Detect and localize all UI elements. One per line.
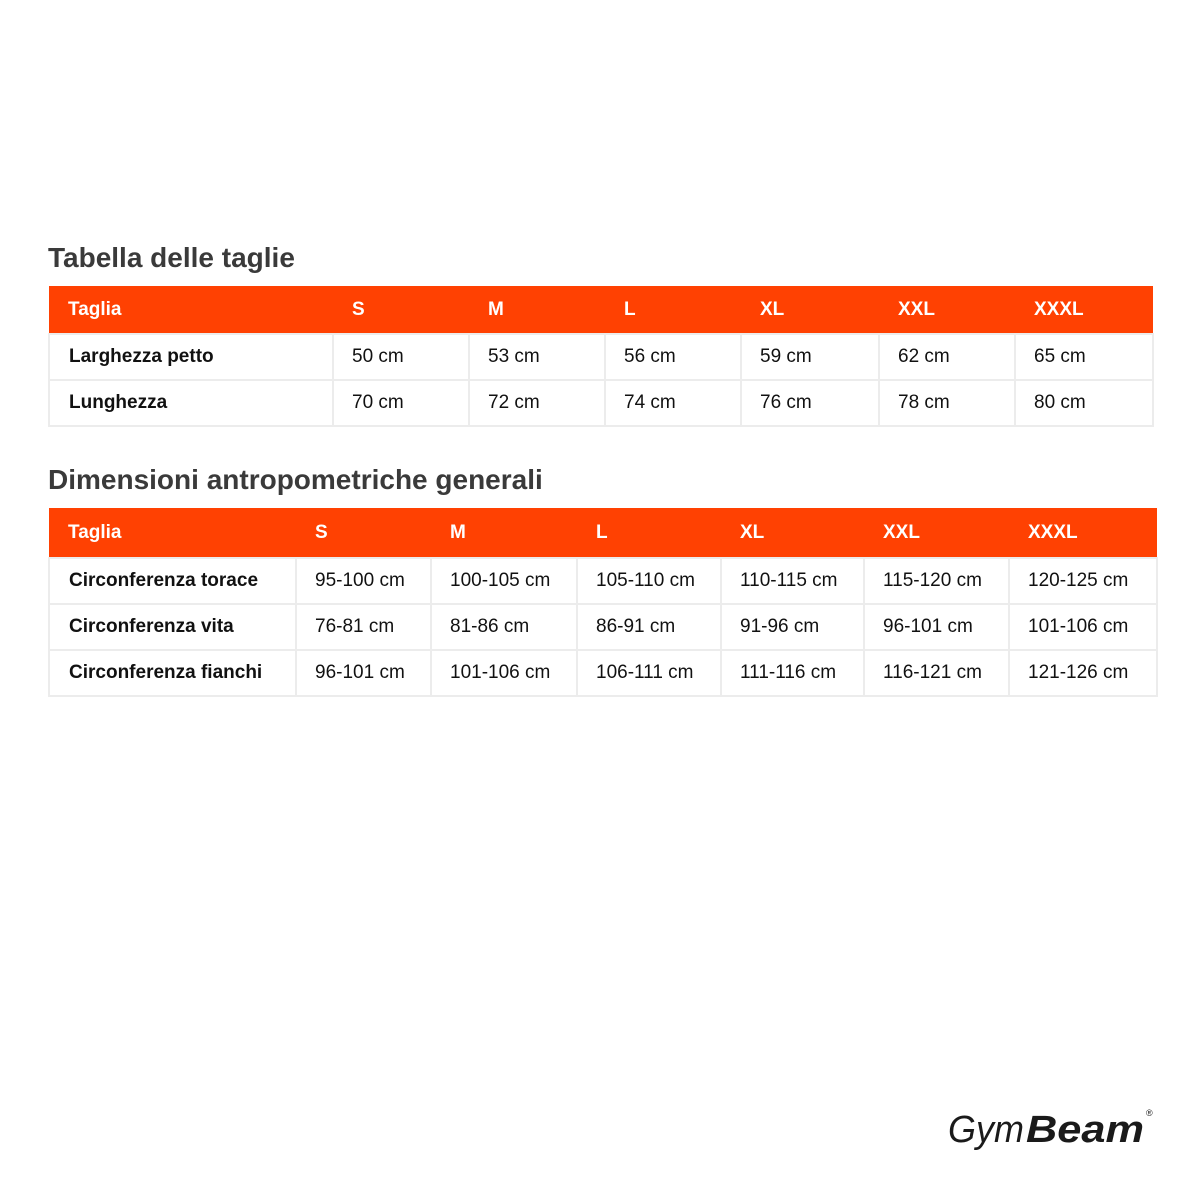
anthropometric-table <box>48 508 1158 697</box>
table-cell: 106-111 cm <box>577 650 721 696</box>
table-cell: 78 cm <box>879 380 1015 426</box>
header-cell-xxxl: XXXL <box>1015 286 1153 334</box>
table-row <box>49 558 1157 604</box>
table-cell: 56 cm <box>605 334 741 380</box>
svg-text:Beam <box>1026 1109 1144 1151</box>
table-cell: 74 cm <box>605 380 741 426</box>
table-cell: 120-125 cm <box>1009 558 1157 604</box>
header-cell-xl: XL <box>741 286 879 334</box>
header-cell-xxl: XXL <box>864 508 1009 558</box>
header-cell-xxxl: XXXL <box>1009 508 1157 558</box>
row-label: Circonferenza vita <box>49 604 296 650</box>
table-cell: 86-91 cm <box>577 604 721 650</box>
table-cell: 53 cm <box>469 334 605 380</box>
table-cell: 72 cm <box>469 380 605 426</box>
table-cell: 62 cm <box>879 334 1015 380</box>
table-row <box>49 380 1153 426</box>
table-cell: 80 cm <box>1015 380 1153 426</box>
row-label: Larghezza petto <box>49 334 333 380</box>
table-cell: 96-101 cm <box>864 604 1009 650</box>
table-cell: 70 cm <box>333 380 469 426</box>
table-cell: 110-115 cm <box>721 558 864 604</box>
header-cell-m: M <box>469 286 605 334</box>
table-cell: 100-105 cm <box>431 558 577 604</box>
table-row <box>49 334 1153 380</box>
table-cell: 81-86 cm <box>431 604 577 650</box>
header-cell-taglia: Taglia <box>49 286 333 334</box>
table-row <box>49 650 1157 696</box>
header-cell-taglia: Taglia <box>49 508 296 558</box>
table-cell: 101-106 cm <box>1009 604 1157 650</box>
table-cell: 105-110 cm <box>577 558 721 604</box>
table-cell: 121-126 cm <box>1009 650 1157 696</box>
table-cell: 111-116 cm <box>721 650 864 696</box>
gymbeam-logo <box>948 1104 1154 1156</box>
header-cell-xl: XL <box>721 508 864 558</box>
table-cell: 76-81 cm <box>296 604 431 650</box>
table-cell: 50 cm <box>333 334 469 380</box>
size-chart-title: Tabella delle taglie <box>48 242 295 273</box>
row-label: Circonferenza fianchi <box>49 650 296 696</box>
header-cell-s: S <box>296 508 431 558</box>
table-cell: 96-101 cm <box>296 650 431 696</box>
header-cell-s: S <box>333 286 469 334</box>
row-label: Circonferenza torace <box>49 558 296 604</box>
svg-text:® <box>1146 1108 1153 1118</box>
table-header-row <box>49 508 1157 558</box>
logo-text-beam: Beam <box>1026 1109 1144 1151</box>
size-chart-table <box>48 286 1154 427</box>
row-label: Lunghezza <box>49 380 333 426</box>
table-cell: 116-121 cm <box>864 650 1009 696</box>
table-cell: 95-100 cm <box>296 558 431 604</box>
header-cell-xxl: XXL <box>879 286 1015 334</box>
table-cell: 101-106 cm <box>431 650 577 696</box>
table-cell: 65 cm <box>1015 334 1153 380</box>
table-cell: 59 cm <box>741 334 879 380</box>
table-cell: 76 cm <box>741 380 879 426</box>
registered-mark: ® <box>1146 1108 1153 1118</box>
svg-text:Gym <box>948 1109 1024 1151</box>
table-cell: 91-96 cm <box>721 604 864 650</box>
logo-text-gym: Gym <box>948 1109 1024 1151</box>
table-row <box>49 604 1157 650</box>
table-header-row <box>49 286 1153 334</box>
header-cell-l: L <box>577 508 721 558</box>
header-cell-m: M <box>431 508 577 558</box>
anthropometric-title: Dimensioni antropometriche generali <box>48 464 543 495</box>
header-cell-l: L <box>605 286 741 334</box>
table-cell: 115-120 cm <box>864 558 1009 604</box>
